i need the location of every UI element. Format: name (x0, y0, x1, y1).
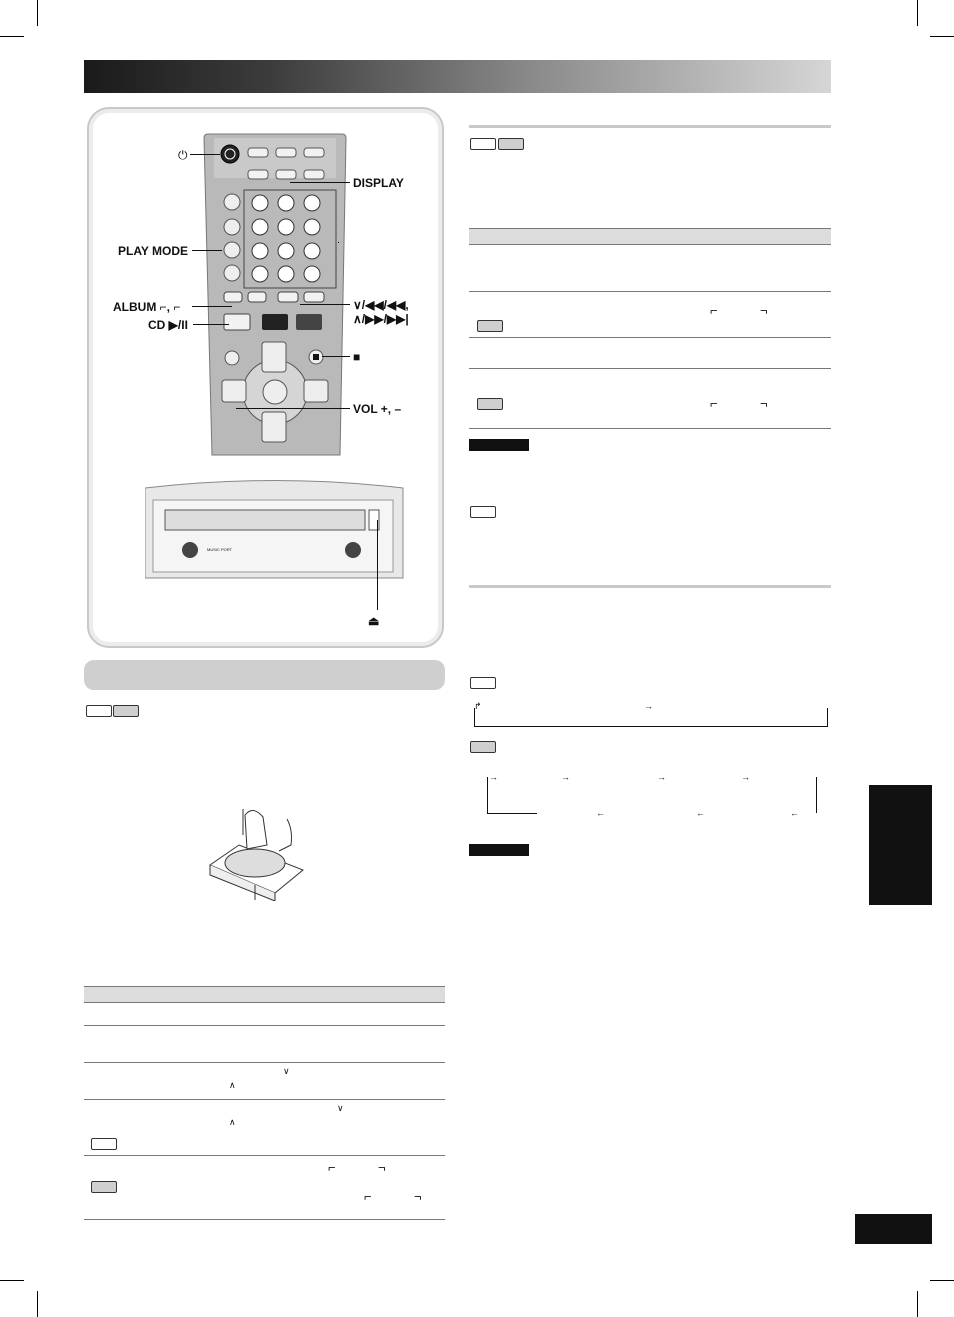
album-down-glyph: ⌐ (364, 1189, 372, 1204)
album-up-glyph: ¬ (760, 303, 768, 318)
media-tag (470, 677, 496, 689)
play-mode-label: PLAY MODE (118, 244, 189, 258)
crop-mark (930, 36, 954, 37)
flow-arrow: → (657, 772, 666, 782)
flow-arrow: ↱ (474, 701, 482, 711)
leader-line (290, 182, 350, 183)
section-heading-bar (84, 660, 445, 690)
crop-mark (0, 36, 24, 37)
flow-line (487, 813, 537, 814)
eject-label: ⏏ (368, 614, 380, 628)
album-down-glyph: ⌐ (710, 396, 718, 411)
music-port-label: MUSIC PORT (207, 547, 233, 552)
remote-control-illustration (200, 130, 350, 460)
crop-mark (37, 1291, 38, 1317)
media-tag (470, 138, 496, 150)
leader-line (300, 304, 350, 305)
flow-arrow: ← (596, 808, 605, 818)
crop-mark (930, 1280, 954, 1281)
table-rule (469, 291, 831, 292)
table-rule (84, 1062, 445, 1063)
album-label: ALBUM ⌐, ⌐ (113, 300, 181, 314)
table-header (469, 228, 831, 245)
skip-label: ∨/◀◀/◀◀, (353, 298, 409, 312)
crop-mark (917, 0, 918, 26)
media-tag (477, 398, 503, 410)
leader-line (190, 154, 220, 155)
crop-mark (37, 0, 38, 26)
album-up-glyph: ¬ (414, 1189, 422, 1204)
down-glyph: ∨ (337, 1103, 344, 1113)
stop-label: ■ (353, 350, 361, 364)
flow-arrow: ← (696, 808, 705, 818)
crop-mark (0, 1280, 24, 1281)
section-rule (469, 125, 831, 128)
table-rule (84, 1219, 445, 1220)
album-up-glyph: ¬ (760, 396, 768, 411)
media-tag (91, 1138, 117, 1150)
note-label (469, 439, 529, 451)
skip-label-2: ∧/▶▶/▶▶| (353, 312, 409, 326)
table-rule (84, 1025, 445, 1026)
crop-mark (917, 1291, 918, 1317)
media-tag (477, 320, 503, 332)
leader-line (377, 520, 378, 610)
up-glyph: ∧ (229, 1117, 236, 1127)
media-tag (470, 741, 496, 753)
flow-arrow: ← (790, 808, 799, 818)
table-rule (469, 337, 831, 338)
section-rule (469, 585, 831, 588)
up-glyph: ∧ (229, 1080, 236, 1090)
header-banner (84, 60, 831, 93)
flow-arrow: → (644, 701, 653, 711)
media-tag (91, 1181, 117, 1193)
power-label: ⏻ (178, 148, 188, 162)
leader-line (193, 324, 229, 325)
album-down-glyph: ⌐ (710, 303, 718, 318)
disc-insert-illustration (205, 805, 305, 901)
cd-play-label: CD ▶/II (148, 318, 188, 332)
flow-diagram (487, 777, 817, 813)
flow-arrow: → (489, 772, 498, 782)
table-rule (469, 368, 831, 369)
leader-line (236, 408, 350, 409)
page-number-box (855, 1214, 932, 1244)
note-label (469, 844, 529, 856)
table-rule (84, 1099, 445, 1100)
flow-arrow: → (561, 772, 570, 782)
main-unit-illustration (145, 478, 405, 588)
media-tag (470, 506, 496, 518)
flow-arrow: → (741, 772, 750, 782)
language-side-tab (869, 785, 932, 905)
album-up-glyph: ¬ (378, 1160, 386, 1175)
leader-line (192, 250, 222, 251)
media-tag (498, 138, 524, 150)
album-down-glyph: ⌐ (328, 1160, 336, 1175)
display-label: DISPLAY (353, 176, 404, 190)
media-tag (113, 705, 139, 717)
table-rule (469, 428, 831, 429)
table-header (84, 986, 445, 1003)
leader-line (322, 356, 350, 357)
vol-label: VOL +, – (353, 402, 402, 416)
leader-line (338, 242, 339, 243)
leader-line (192, 306, 232, 307)
table-rule (84, 1155, 445, 1156)
down-glyph: ∨ (283, 1066, 290, 1076)
media-tag (86, 705, 112, 717)
